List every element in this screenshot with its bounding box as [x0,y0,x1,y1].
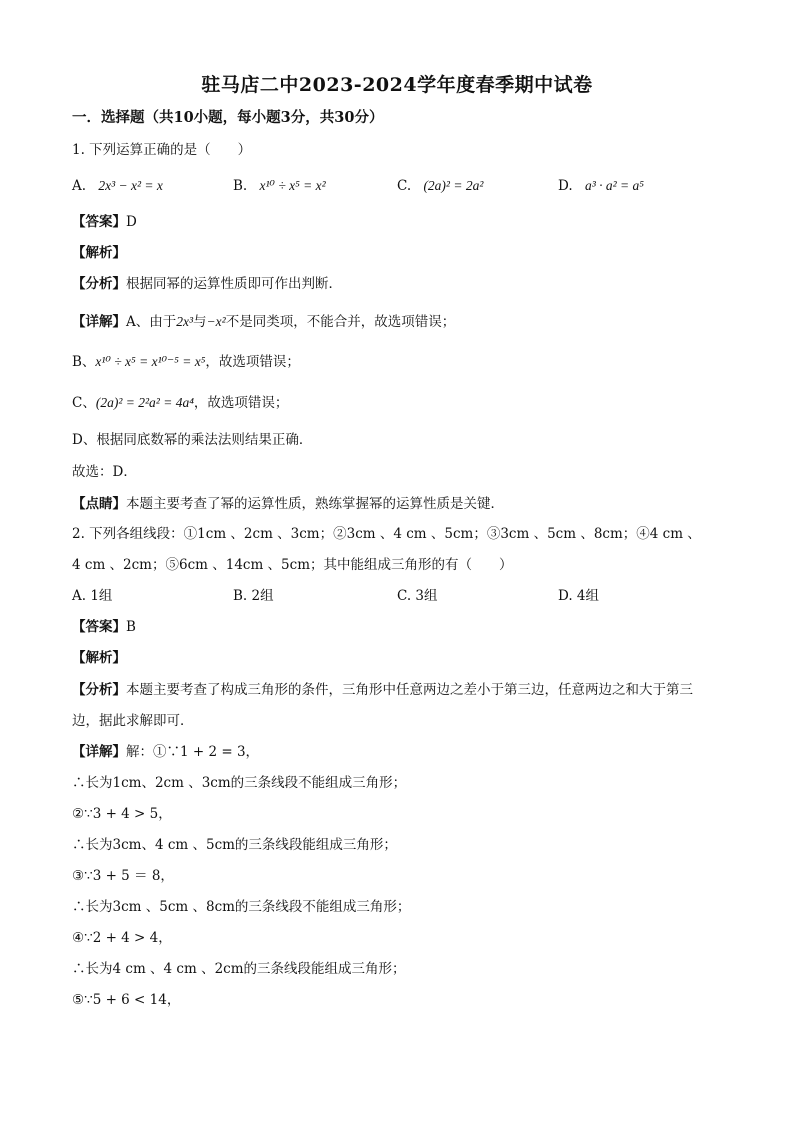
answer-tag: 【答案】 [72,214,126,230]
q1-fenxi-text: 根据同幂的运算性质即可作出判断． [126,276,342,292]
q1-option-d-expr: a³ · a² = a⁵ [584,178,644,193]
answer-tag: 【答案】 [72,619,126,635]
q1-answer-value: D [126,214,137,230]
q1-option-c [397,176,483,196]
q1-detail-a-suffix: 不是同类项，不能合并，故选项错误； [225,314,456,330]
q2-detail-step-6: ∴长为3cm 、5cm 、8cm的三条线段不能组成三角形； [72,899,411,915]
q2-answer [72,617,136,637]
q2-stem-line2: 4 cm 、2cm；⑤6cm 、14cm 、5cm；其中能组成三角形的有（ ） [72,557,513,573]
q1-option-a-expr: 2x³ − x² = x [98,178,163,193]
q1-option-a-label: A. [72,178,87,194]
q1-fenxi [72,274,342,294]
q2-step-text: 解：①∵1 + 2 = 3， [126,744,260,760]
q1-detail-a-term1: 2x³ [176,314,194,329]
q1-answer [72,212,137,232]
q1-option-b [233,176,326,196]
q1-option-c-label: C. [397,178,412,194]
q1-detail-d: D、根据同底数幂的乘法法则结果正确． [72,432,313,448]
q2-option-b: B. 2组 [233,588,274,604]
q2-analysis-tag: 【解析】 [72,650,126,666]
q1-option-d-label: D. [558,178,573,194]
q1-option-c-expr: (2a)² = 2a² [423,178,484,193]
q1-detail-b [72,352,300,372]
q2-option-d: D. 4组 [558,588,600,604]
q2-detail-step-2: ∴长为1cm、2cm 、3cm的三条线段不能组成三角形； [72,775,407,791]
q2-detail-step-5: ③∵3 + 5 ＝ 8， [72,868,174,884]
q2-detail-step-4: ∴长为3cm、4 cm 、5cm的三条线段能组成三角形； [72,837,397,853]
q2-fenxi-text: 本题主要考查了构成三角形的条件，三角形中任意两边之差小于第三边，任意两边之和大于第三 [126,682,693,698]
q1-detail-b-expr: x¹⁰ ÷ x⁵ = x¹⁰⁻⁵ = x⁵ [95,354,206,369]
q2-detail-step-7: ④∵2 + 4 > 4， [72,930,172,946]
dianjing-tag: 【点睛】 [72,496,126,512]
q1-detail-b-suffix: ，故选项错误； [205,354,300,370]
q1-option-d [558,176,644,196]
q2-answer-value: B [126,619,136,635]
q1-detail-c-suffix: ，故选项错误； [193,395,289,411]
q1-detail-c-prefix: C、 [72,395,96,411]
q2-option-c: C. 3组 [397,588,438,604]
q1-dianjing [72,494,504,514]
q2-detail-step-9: ⑤∵5 + 6 < 14， [72,992,181,1008]
q2-detail-step-3: ②∵3 + 4 > 5， [72,806,172,822]
q2-fenxi-line1 [72,680,693,700]
q1-detail-c-expr: (2a)² = 2²a² = 4a⁴ [95,395,194,410]
q1-detail-a-prefix: A、由于 [126,314,177,330]
q1-detail-b-prefix: B、 [72,354,96,370]
q1-detail-a [72,312,455,332]
q2-detail-step-8: ∴长为4 cm 、4 cm 、2cm的三条线段能组成三角形； [72,961,406,977]
q1-detail-a-term2: −x² [206,314,226,329]
xiangjie-tag: 【详解】 [72,314,126,330]
fenxi-tag: 【分析】 [72,276,126,292]
q1-analysis-tag: 【解析】 [72,245,126,261]
section-heading: 一．选择题（共10小题，每小题3分，共30分） [72,109,384,126]
q1-detail-a-mid: 与 [193,314,207,330]
q1-option-a [72,176,163,196]
q1-choice: 故选：D． [72,464,137,480]
q1-dianjing-text: 本题主要考查了幂的运算性质，熟练掌握幂的运算性质是关键． [126,496,504,512]
page-title: 驻马店二中2023-2024学年度春季期中试卷 [201,74,593,96]
q2-detail-step-1 [72,742,259,762]
q1-stem: 1. 下列运算正确的是（ ） [72,142,252,158]
q1-option-b-expr: x¹⁰ ÷ x⁵ = x² [259,178,326,193]
fenxi-tag: 【分析】 [72,682,126,698]
q2-fenxi-line2: 边，据此求解即可． [72,713,194,729]
xiangjie-tag: 【详解】 [72,744,126,760]
q2-option-a: A. 1组 [72,588,113,604]
q1-option-b-label: B. [233,178,248,194]
q2-stem-line1: 2. 下列各组线段：①1cm 、2cm 、3cm；②3cm 、4 cm 、5cm；③3cm 、5cm 、8cm；④4 cm 、 [72,526,701,542]
q1-detail-c [72,393,288,413]
